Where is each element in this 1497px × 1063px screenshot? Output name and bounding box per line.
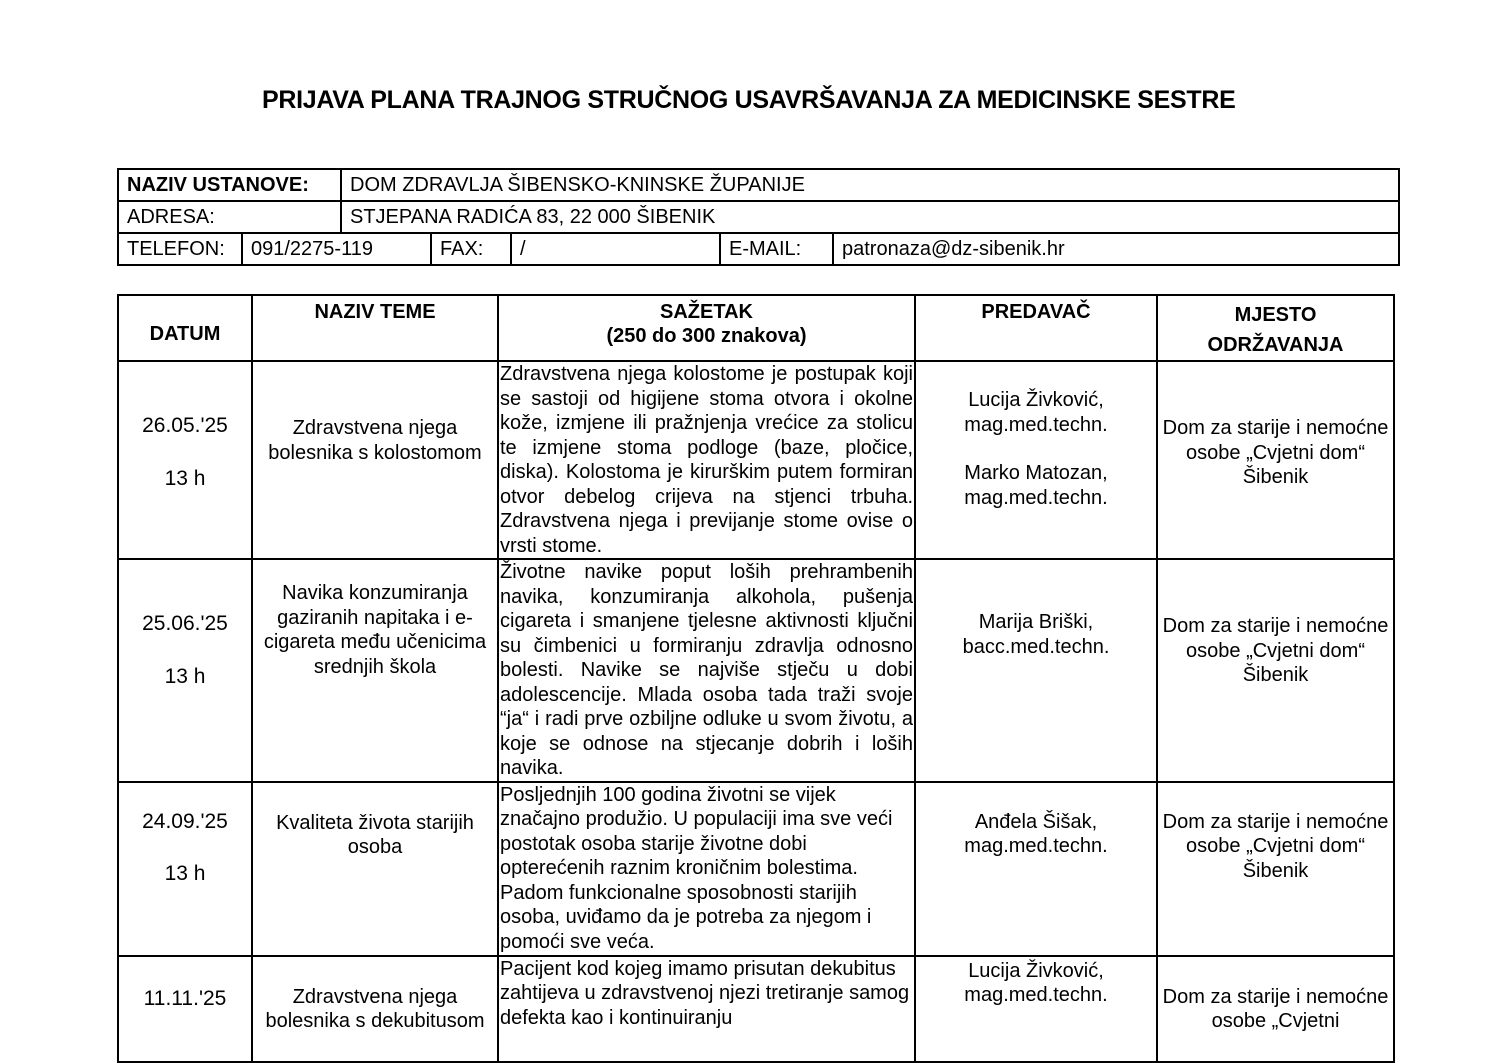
summary-cell: Zdravstvena njega kolostome je postupak koji se sastoji od higijene stoma otvora i okolne kože, izmjene ili pražnjenja vrećice za stolicu te izmjene stoma podloge (baze, pločice, diska). Kolostoma je kirurškim putem formiran otvor debelog crijeva na stjenci trbuha. Zdravstvena njega i previjanje stome ovise o vrsti stome.: [498, 361, 915, 559]
lecturer-name: Lucija Živković, mag.med.techn.: [964, 389, 1108, 436]
lecturer-cell: [915, 361, 1157, 559]
location-cell: Dom za starije i nemoćne osobe „Cvjetni dom“ Šibenik: [1157, 782, 1394, 956]
header-location-line1: MJESTO: [1234, 304, 1317, 326]
summary-cell: Pacijent kod kojeg imamo prisutan dekubitus zahtijeva u zdravstvenoj njezi tretiranje samog defekta kao i kontinuiranju: [498, 956, 915, 1062]
session-date: 11.11.'25: [143, 986, 227, 1010]
session-date: 24.09.'25: [142, 809, 228, 833]
location-cell: Dom za starije i nemoćne osobe „Cvjetni dom“ Šibenik: [1157, 559, 1394, 782]
lecturer-cell: [915, 559, 1157, 782]
date-cell: [118, 361, 252, 559]
lecturer-name: Lucija Živković, mag.med.techn.: [964, 959, 1108, 1006]
lecturer-name: Marija Briški, bacc.med.techn.: [962, 611, 1110, 658]
topic-cell: Zdravstvena njega bolesnika s dekubitusom: [252, 956, 498, 1062]
date-cell: [118, 559, 252, 782]
session-time: 13 h: [164, 466, 206, 490]
lecturer-cell: [915, 782, 1157, 956]
header-summary-line1: SAŽETAK: [660, 301, 753, 323]
institution-name-value: DOM ZDRAVLJA ŠIBENSKO-KNINSKE ŽUPANIJE: [341, 169, 1399, 201]
institution-name-row: [118, 169, 1399, 201]
date-cell: [118, 956, 252, 1062]
address-row: [118, 201, 1399, 233]
institution-name-label: NAZIV USTANOVE:: [118, 169, 341, 201]
topic-cell: Kvaliteta života starijih osoba: [252, 782, 498, 956]
fax-value: /: [511, 234, 720, 264]
location-cell: Dom za starije i nemoćne osobe „Cvjetni dom“ Šibenik: [1157, 361, 1394, 559]
topic-cell: Navika konzumiranja gaziranih napitaka i e-cigareta među učenicima srednjih škola: [252, 559, 498, 782]
header-lecturer: PREDAVAČ: [915, 295, 1157, 361]
contact-inner-table: [119, 234, 1398, 264]
page-title: PRIJAVA PLANA TRAJNOG STRUČNOG USAVRŠAVANJA ZA MEDICINSKE SESTRE: [262, 86, 1236, 114]
table-row: [118, 361, 1394, 559]
session-time: 13 h: [164, 862, 206, 885]
address-value: STJEPANA RADIĆA 83, 22 000 ŠIBENIK: [341, 201, 1399, 233]
email-label: E-MAIL:: [720, 234, 833, 264]
topic-cell: Zdravstvena njega bolesnika s kolostomom: [252, 361, 498, 559]
lecturer-name: Marko Matozan, mag.med.techn.: [964, 462, 1108, 509]
institution-info-table: [117, 168, 1400, 266]
header-topic: NAZIV TEME: [252, 295, 498, 361]
session-time: 13 h: [164, 664, 206, 688]
contact-cell: [118, 233, 1399, 265]
header-summary-line2: (250 do 300 znakova): [606, 325, 807, 347]
table-row: [118, 782, 1394, 956]
fax-label: FAX:: [431, 234, 511, 264]
table-row: [118, 956, 1394, 1062]
email-value: patronaza@dz-sibenik.hr: [833, 234, 1398, 264]
table-row: [118, 559, 1394, 782]
header-date: DATUM: [118, 295, 252, 361]
contact-row: [118, 233, 1399, 265]
header-summary: [498, 295, 915, 361]
session-date: 26.05.'25: [142, 414, 228, 437]
address-label: ADRESA:: [118, 201, 341, 233]
phone-label: TELEFON:: [127, 237, 225, 260]
session-date: 25.06.'25: [142, 612, 228, 635]
summary-cell: Posljednjih 100 godina životni se vijek značajno produžio. U populaciji ima sve veći postotak osoba starije životne dobi opterećenih raznim kroničnim bolestima. Padom funkcionalne sposobnosti starijih osoba, uviđamo da je potreba za njegom i pomoći sve veća.: [498, 782, 915, 956]
header-location: [1157, 295, 1394, 361]
lecturer-cell: [915, 956, 1157, 1062]
summary-cell: Životne navike poput loših prehrambenih navika, konzumiranja alkohola, pušenja cigareta i smanjene tjelesne aktivnosti ključni su čimbenici u formiranju zdravlja odnosno bolesti. Navike se najviše stječu u dobi adolescencije. Mlada osoba tada traži svoje “ja“ i radi prve ozbiljne odluke u svom životu, a koje se odnose na stjecanje dobrih i loših navika.: [498, 559, 915, 782]
lecturer-name: Anđela Šišak, mag.med.techn.: [964, 810, 1108, 857]
location-cell: Dom za starije i nemoćne osobe „Cvjetni: [1157, 956, 1394, 1062]
date-cell: [118, 782, 252, 956]
phone-value: 091/2275-119: [242, 234, 431, 264]
header-row: [118, 295, 1394, 361]
education-plan-table: [117, 294, 1395, 1063]
header-location-line2: ODRŽAVANJA: [1207, 334, 1344, 356]
